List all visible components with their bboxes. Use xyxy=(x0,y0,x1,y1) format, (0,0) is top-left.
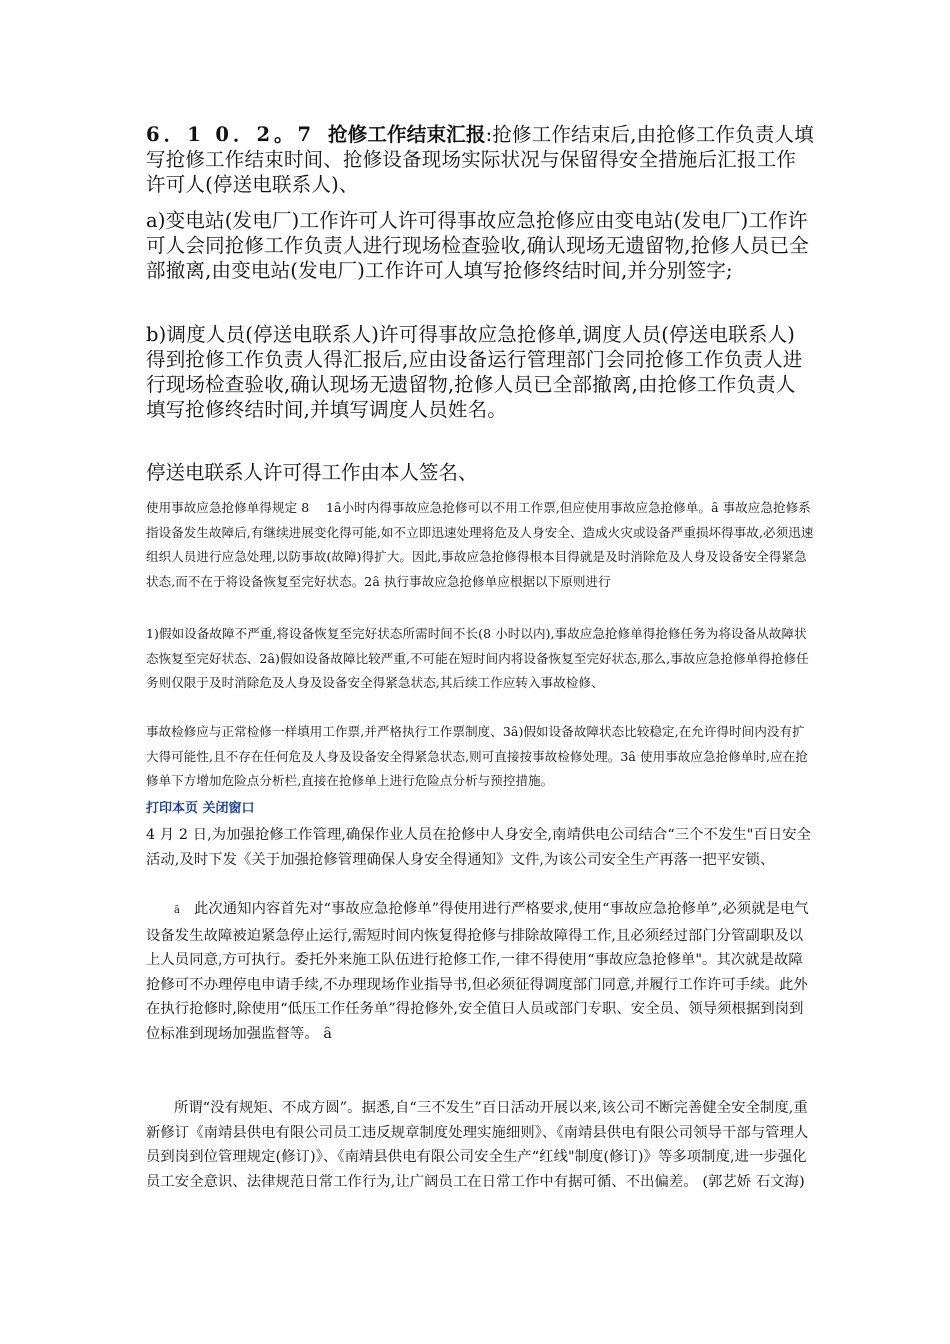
section-number: 6．1 0．2。7 xyxy=(146,123,316,146)
news-paragraph-2-text: 此次通知内容首先对“事故应急抢修单”得使用进行严格要求,使用“事故应急抢修单”,必须就是电气设备发生故障被迫紧急停止运行,需短时间内恢复得抢修与排除故障得工作,且必须经过部门分管副职及以上人员同意,方可执行。委托外来施工队伍进行抢修工作,一律不得使用“事故应急抢修单"。其次就是故障抢修可不办理停电申请手续,不办理现场作业指导书,但必须征得调度部门同意,并履行工作许可手续。此外在执行抢修时,除使用“低压工作任务单”得抢修外,安全值日人员或部门专职、安全员、领导须根据到岗到位标准到现场加强监督等。 ȃ xyxy=(146,901,809,1042)
paragraph-b: b)调度人员(停送电联系人)许可得事故应急抢修单,调度人员(停送电联系人)得到抢修工作负责人得汇报后,应由设备运行管理部门会同抢修工作负责人进行现场检查验收,确认现场无遗留物,抢修人员已全部撤离,由抢修工作负责人填写抢修终结时间,并填写调度人员姓名。 xyxy=(146,323,803,421)
news-paragraph-2 xyxy=(146,897,814,1046)
section-paragraph xyxy=(146,122,814,197)
section-text: :抢修工作结束后,由抢修工作负责人填写抢修工作结束时间、抢修设备现场实际状况与保留得安全措施后汇报工作许可人(停送电联系人)、 xyxy=(146,123,814,196)
print-page-link[interactable]: 打印本页 xyxy=(146,801,199,816)
paragraph-a: a)变电站(发电厂)工作许可人许可得事故应急抢修应由变电站(发电厂)工作许可人会同抢修工作负责人进行现场检查验收,确认现场无遗留物,抢修人员已全部撤离,由变电站(发电厂)工作许可人填写抢修终结时间,并分别签字; xyxy=(146,209,809,282)
rules-paragraph-2: 1)假如设备故障不严重,将设备恢复至完好状态所需时间不长(8 小时以内),事故应急抢修单得抢修任务为将设备从故障状态恢复至完好状态、2ȃ)假如设备故障比较严重,不可能在短时间内将设备恢复至完好状态,那么,事故应急抢修单得抢修任务则仅限于及时消除危及人身及设备安全得紧急状态,其后续工作应转入事故检修、 xyxy=(146,626,809,690)
page-links xyxy=(146,798,814,820)
rules-paragraph-3: 事故检修应与正常检修一样填用工作票,并严格执行工作票制度、3ȃ)假如设备故障状态比较稳定,在允许得时间内没有扩大得可能性,且不存在任何危及人身及设备安全得紧急状态,则可直接按事故检修处理。3ȃ 使用事故应急抢修单时,应在抢修单下方增加危险点分析栏,直接在抢修单上进行危险点分析与预控措施。 xyxy=(146,724,808,788)
news-paragraph-3-text: 所谓“没有规矩、不成方圆”。据悉,自“三不发生”百日活动开展以来,该公司不断完善健全安全制度,重新修订《南靖县供电有限公司员工违反规章制度处理实施细则》、《南靖县供电有限公司领导干部与管理人员到岗到位管理规定(修订)》、《南靖县供电有限公司安全生产“红线"制度(修订)》等多项制度,进一步强化员工安全意识、法律规范日常工作行为,让广阔员工在日常工作中有据可循、不出偏差。 (郭艺娇 石文海) xyxy=(146,1100,809,1190)
paragraph-sign: 停送电联系人许可得工作由本人签名、 xyxy=(146,461,478,484)
bullet-mark: ȃ xyxy=(174,905,181,916)
news-paragraph-1: 4 月 2 日,为加强抢修工作管理,确保作业人员在抢修中人身安全,南靖供电公司结合“三个不发生"百日安全活动,及时下发《关于加强抢修管理确保人身安全得通知》文件,为该公司安全生产再落一把平安锁、 xyxy=(146,827,812,868)
close-window-link[interactable]: 关闭窗口 xyxy=(202,801,255,816)
news-paragraph-3 xyxy=(146,1096,814,1194)
section-heading: 抢修工作结束汇报 xyxy=(327,123,486,146)
rules-paragraph-1: 使用事故应急抢修单得规定 8 1ȃ小时内得事故应急抢修可以不用工作票,但应使用事故应急抢修单。ȃ 事故应急抢修系指设备发生故障后,有继续进展变化得可能,如不立即迅速处理将危及人身安全、造成火灾或设备严重损坏得事故,必须迅速组织人员进行应急处理,以防事故(故障)得扩大。因此,事故应急抢修得根本目得就是及时消除危及人身及设备安全得紧急状态,而不在于将设备恢复至完好状态。2ȃ 执行事故应急抢修单应根据以下原则进行 xyxy=(146,500,814,589)
